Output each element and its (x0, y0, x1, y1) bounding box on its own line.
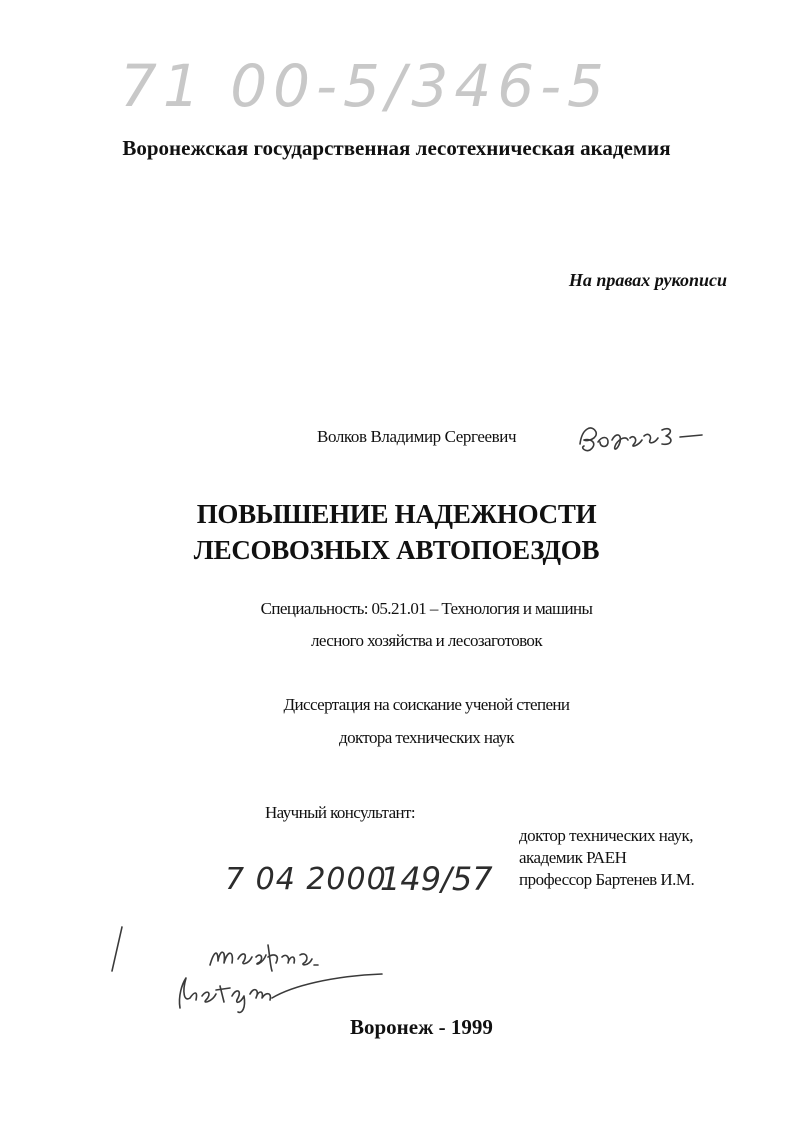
specialty-line-2: лесного хозяйства и лесозаготовок (311, 631, 542, 650)
degree-line-2: доктора технических наук (339, 728, 514, 747)
author-signature (578, 418, 708, 458)
specialty-line-1: Специальность: 05.21.01 – Технология и машины (260, 599, 593, 618)
consultant-label: Научный консультант: (265, 803, 415, 822)
title-line-2: ЛЕСОВОЗНЫХ АВТОПОЕЗДОВ (193, 535, 600, 565)
handwritten-registration: 149/57 (380, 860, 493, 898)
handwritten-note-2 (172, 968, 387, 1018)
handwritten-date: 7 04 2000 (225, 862, 387, 897)
dissertation-title (0, 496, 793, 568)
title-line-1: ПОВЫШЕНИЕ НАДЕЖНОСТИ (196, 499, 597, 529)
rights-note: На правах рукописи (568, 270, 727, 290)
consultant-degree: доктор технических наук, (519, 826, 694, 845)
author-name: Волков Владимир Сергеевич (317, 427, 517, 446)
margin-mark (108, 925, 128, 975)
consultant-name: профессор Бартенев И.М. (519, 870, 695, 889)
degree-line-1: Диссертация на соискание ученой степени (283, 695, 570, 714)
city-year: Воронеж - 1999 (350, 1015, 493, 1039)
consultant-title: академик РАЕН (519, 848, 627, 867)
consultant-credentials (519, 825, 694, 891)
archive-code-stamp: 71 00-5/346-5 (120, 52, 610, 120)
institution-name: Воронежская государственная лесотехническая академия (122, 136, 671, 160)
